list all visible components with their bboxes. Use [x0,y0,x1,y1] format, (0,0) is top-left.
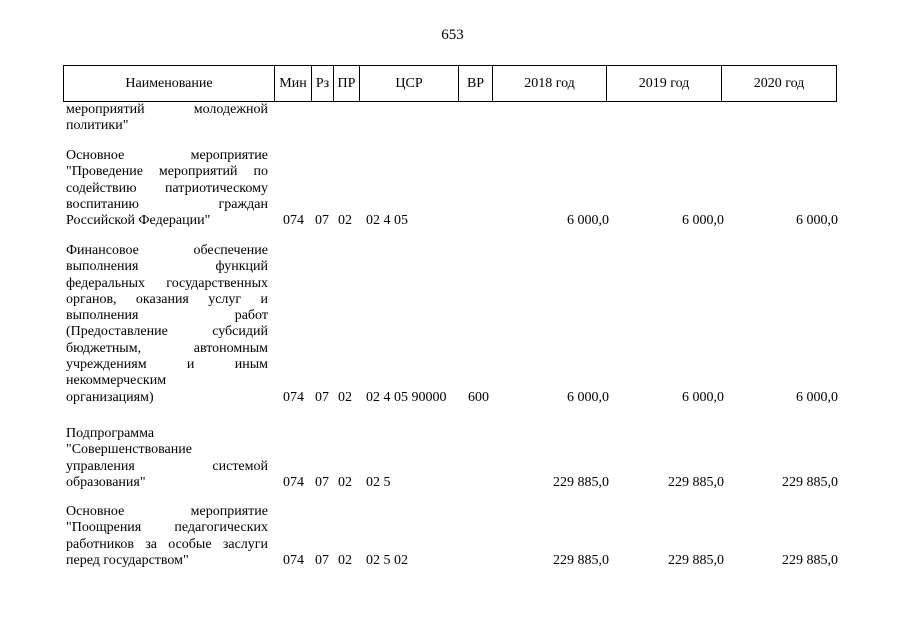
row-name-line: содействию патриотическому [66,180,268,196]
row-name-line: выполнения функций [66,259,268,275]
row-name-line: мероприятий молодежной [66,102,268,117]
cell-min: 074 [283,213,304,229]
row-name-line: "Поощрения педагогических [66,520,268,536]
col-header-csr: ЦСР [360,66,459,102]
row-name-line: образования" [66,474,146,490]
row-name-line: бюджетным, автономным [66,340,268,356]
col-header-rz: Рз [312,66,334,102]
cell-min: 074 [283,552,304,568]
cell-2020: 6 000,0 [796,213,838,229]
cell-2018: 6 000,0 [567,213,609,229]
col-header-2020: 2020 год [722,66,837,102]
cell-2020: 229 885,0 [782,552,838,568]
cell-2020: 229 885,0 [782,474,838,490]
row-name-line: Основное мероприятие [66,504,268,519]
cell-pr: 02 [338,213,352,229]
cell-rz: 07 [315,213,329,229]
cell-2019: 229 885,0 [668,552,724,568]
row-name-line: учреждениям и иным [66,357,268,373]
table-header [63,65,837,102]
page-number: 653 [441,27,464,43]
cell-rz: 07 [315,552,329,568]
cell-2019: 229 885,0 [668,474,724,490]
cell-2020: 6 000,0 [796,389,838,405]
cell-pr: 02 [338,474,352,490]
cell-2019: 6 000,0 [682,389,724,405]
col-header-name: Наименование [64,66,275,102]
row-name-line: органов, оказания услуг и [66,291,268,307]
cell-2018: 6 000,0 [567,389,609,405]
row-name-line: (Предоставление субсидий [66,324,268,340]
cell-rz: 07 [315,474,329,490]
row-name [66,426,268,491]
row-name-line: управления системой [66,458,268,474]
cell-vr: 600 [468,389,489,405]
cell-2019: 6 000,0 [682,213,724,229]
row-name-line: некоммерческим [66,373,167,389]
row-name-line: организациям) [66,389,154,405]
row-name [66,243,268,406]
cell-csr: 02 5 02 [366,552,408,568]
col-header-pr: ПР [334,66,360,102]
row-name [66,102,268,135]
row-name-line: воспитанию граждан [66,196,268,212]
cell-csr: 02 5 [366,474,391,490]
row-name-line: "Совершенствование [66,442,192,458]
cell-2018: 229 885,0 [553,552,609,568]
cell-pr: 02 [338,552,352,568]
row-name-line: Основное мероприятие [66,148,268,163]
cell-min: 074 [283,474,304,490]
row-name [66,148,268,229]
row-name-line: "Проведение мероприятий по [66,164,268,180]
row-name-line: Финансовое обеспечение [66,243,268,258]
cell-rz: 07 [315,389,329,405]
row-name-line: политики" [66,118,129,134]
row-name [66,504,268,569]
row-name-line: перед государством" [66,552,189,568]
col-header-min: Мин [275,66,312,102]
row-name-line: федеральных государственных [66,275,268,291]
col-header-2019: 2019 год [607,66,722,102]
row-name-line: Подпрограмма [66,426,155,441]
cell-pr: 02 [338,389,352,405]
cell-2018: 229 885,0 [553,474,609,490]
row-name-line: работников за особые заслуги [66,536,268,552]
cell-csr: 02 4 05 [366,213,408,229]
cell-min: 074 [283,389,304,405]
row-name-line: Российской Федерации" [66,213,211,229]
cell-csr: 02 4 05 90000 [366,389,447,405]
row-name-line: выполнения работ [66,308,268,324]
col-header-vr: ВР [459,66,493,102]
col-header-2018: 2018 год [493,66,607,102]
